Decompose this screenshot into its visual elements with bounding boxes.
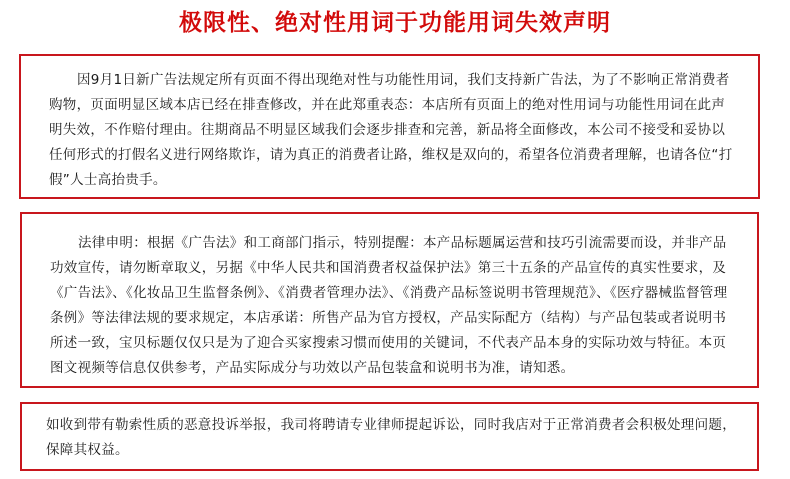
- statement-box: [19, 54, 760, 199]
- legal-notice-box: [20, 212, 759, 388]
- complaint-notice-paragraph: 如收到带有勒索性质的恶意投诉举报，我司将聘请专业律师提起诉讼，同时我店对于正常消费者会积极处理问题，保障其权益。: [46, 417, 736, 458]
- statement-paragraph: 因9月1日新广告法规定所有页面不得出现绝对性与功能性用词，我们支持新广告法，为了不影响正常消费者购物，页面明显区域本店已经在排查修改，并在此郑重表态：本店所有页面上的绝对性用词与功能性用词在此声明失效，不作赔付理由。往期商品不明显区域我们会逐步排查和完善，新品将全面修改，本公司不接受和妥协以任何形式的打假名义进行网络欺诈，请为真正的消费者让路，维权是双向的，希望各位消费者理解，也请各位“打假”人士高抬贵手。: [49, 72, 733, 188]
- complaint-notice-box: [20, 402, 759, 471]
- legal-notice-paragraph: 法律申明：根据《广告法》和工商部门指示，特别提醒：本产品标题属运营和技巧引流需要而设，并非产品功效宣传，请勿断章取义，另据《中华人民共和国消费者权益保护法》第三十五条的产品宣传的真实性要求，及《广告法》、《化妆品卫生监督条例》、《消费者管理办法》、《消费产品标签说明书管理规范》、《医疗器械监督管理条例》等法律法规的要求规定，本店承诺：所售产品为官方授权，产品实际配方（结构）与产品包装或者说明书所述一致，宝贝标题仅仅只是为了迎合买家搜索习惯而使用的关键词，不代表产品本身的实际功效与特征。本页图文视频等信息仅供参考，产品实际成分与功效以产品包装盒和说明书为准，请知悉。: [50, 235, 728, 376]
- page-title: 极限性、绝对性用词于功能用词失效声明: [179, 10, 611, 36]
